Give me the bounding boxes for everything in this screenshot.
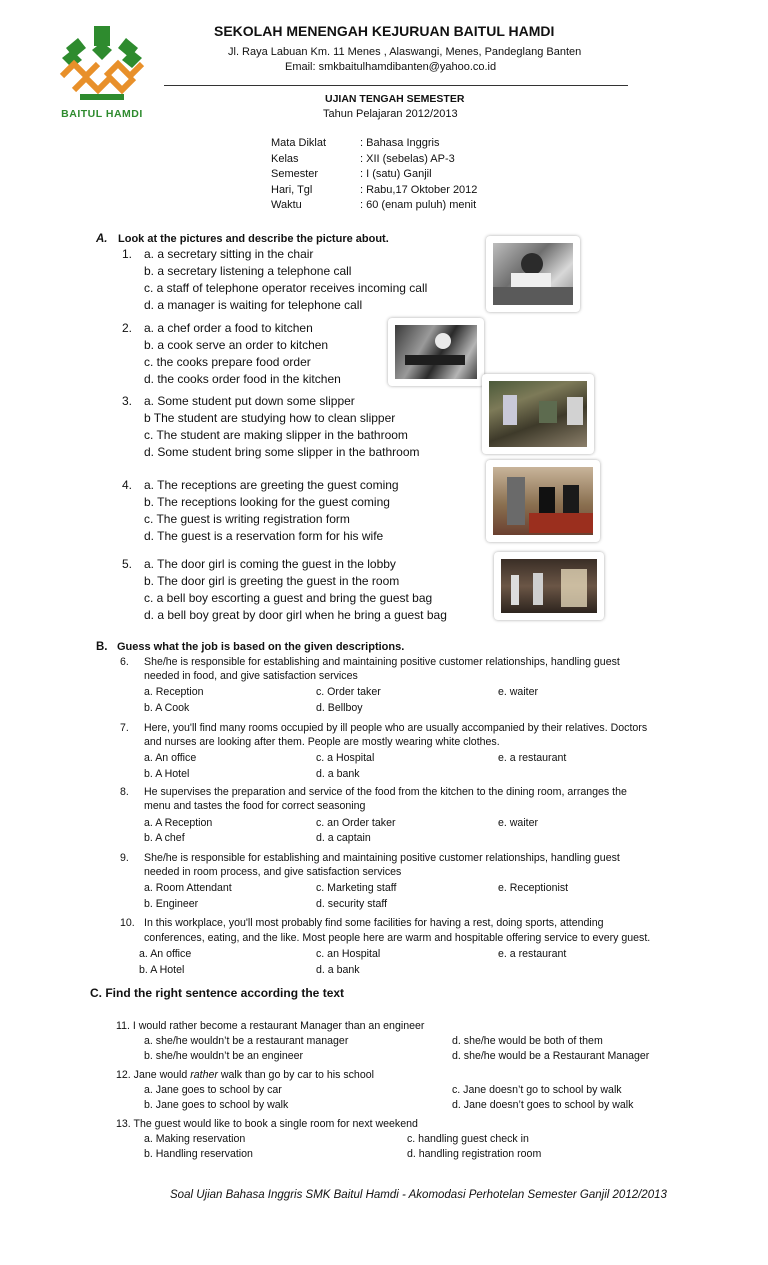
question-text: and nurses are looking after them. People are mostly wearing white clothes. (144, 736, 500, 748)
option: c. The student are making slipper in the bathroom (144, 428, 408, 442)
question-text: menu and tastes the food for correct seasoning (144, 800, 366, 812)
option: d. the cooks order food in the kitchen (144, 372, 341, 386)
section-b-letter: B. (96, 641, 108, 653)
option-a: a. Reception (144, 686, 204, 698)
question-7 (120, 722, 700, 786)
question-text: needed in room process, and give satisfaction services (144, 866, 402, 878)
option: a. a secretary sitting in the chair (144, 247, 314, 261)
option-b: b. A Hotel (144, 768, 190, 780)
section-b-title: Guess what the job is based on the given descriptions. (117, 641, 405, 653)
q11-option-d: d. she/he would be a Restaurant Manager (452, 1050, 650, 1062)
option-d: d. Bellboy (316, 702, 363, 714)
q13-option-d: d. handling registration room (407, 1148, 542, 1160)
option-a: a. Room Attendant (144, 882, 232, 894)
photo-students-slippers (482, 374, 594, 454)
option: c. the cooks prepare food order (144, 355, 311, 369)
option: c. The guest is writing registration form (144, 512, 350, 526)
stem-emphasis: rather (190, 1069, 218, 1081)
info-value: : 60 (enam puluh) menit (360, 199, 477, 211)
stem-part: 12. Jane would (116, 1069, 191, 1081)
section-c-title: C. Find the right sentence according the text (90, 986, 345, 1000)
option: a. Some student put down some slipper (144, 394, 355, 408)
q11-option-a: a. she/he wouldn’t be a restaurant manager (144, 1035, 349, 1047)
question-text: needed in food, and give satisfaction services (144, 670, 358, 682)
question-text: conferences, eating, and the like. Most people here are warm and hospitable offering service to every guest. (144, 932, 651, 944)
option: b. The receptions looking for the guest coming (144, 495, 390, 509)
photo-kitchen (388, 318, 484, 386)
option: d. The guest is a reservation form for his wife (144, 529, 384, 543)
question-text: Here, you'll find many rooms occupied by ill people who are usually accompanied by their relatives. Doctors (144, 722, 648, 734)
question-number: 9. (120, 852, 129, 864)
option-e: e. waiter (498, 817, 539, 829)
question-text: In this workplace, you'll most probably find some facilities for having a rest, doing sports, attending (144, 917, 604, 929)
option: b. The door girl is greeting the guest in the room (144, 574, 400, 588)
option: c. a staff of telephone operator receives incoming call (144, 281, 428, 295)
info-label: Mata Diklat (271, 137, 327, 149)
q12-option-a: a. Jane goes to school by car (144, 1084, 282, 1096)
option: b. a cook serve an order to kitchen (144, 338, 329, 352)
option: c. a bell boy escorting a guest and bring the guest bag (144, 591, 433, 605)
logo-emblem-icon (52, 20, 152, 120)
option: b. a secretary listening a telephone call (144, 264, 352, 278)
info-label: Hari, Tgl (271, 183, 313, 196)
option-a: a. An office (144, 752, 197, 764)
option: b The student are studying how to clean slipper (144, 411, 396, 425)
info-value: : Bahasa Inggris (360, 137, 440, 149)
question-number: 7. (120, 722, 129, 734)
info-value: : XII (sebelas) AP-3 (360, 152, 455, 165)
option: a. a chef order a food to kitchen (144, 321, 313, 335)
option-d: d. a captain (316, 832, 371, 844)
option: a. The door girl is coming the guest in the lobby (144, 557, 396, 571)
photo-reception (486, 460, 600, 542)
question-number: 1. (122, 247, 133, 261)
option-e: e. Receptionist (498, 882, 569, 894)
section-a-title: Look at the pictures and describe the picture about. (118, 233, 389, 245)
q11-option-b: b. she/he wouldn’t be an engineer (144, 1050, 304, 1062)
q11-option-c: d. she/he would be both of them (452, 1035, 603, 1047)
q12-option-b: b. Jane goes to school by walk (144, 1099, 289, 1111)
info-value: : Rabu,17 Oktober 2012 (360, 183, 478, 196)
question-text: He supervises the preparation and service of the food from the kitchen to the dining room, arranges the (144, 786, 627, 798)
option: d. a bell boy great by door girl when he bring a guest bag (144, 608, 447, 622)
question-8 (120, 786, 700, 850)
option-b: b. A Hotel (139, 964, 185, 976)
question-number: 8. (120, 786, 129, 798)
school-address: Jl. Raya Labuan Km. 11 Menes , Alaswangi, Menes, Pandeglang Banten (228, 46, 582, 58)
option-d: d. security staff (316, 898, 388, 910)
question-number: 10. (120, 917, 135, 929)
q13-option-c: c. handling guest check in (407, 1133, 529, 1145)
question-12-stem (116, 1069, 374, 1082)
q13-option-b: b. Handling reservation (144, 1148, 253, 1160)
option-c: c. a Hospital (316, 752, 375, 764)
info-value: : I (satu) Ganjil (360, 168, 432, 180)
option-b: b. A chef (144, 832, 185, 844)
option-a: a. An office (139, 948, 192, 960)
exam-year: Tahun Pelajaran 2012/2013 (323, 108, 458, 120)
option: a. The receptions are greeting the guest coming (144, 478, 399, 492)
school-name: SEKOLAH MENENGAH KEJURUAN BAITUL HAMDI (214, 23, 555, 39)
info-label: Kelas (271, 152, 299, 165)
option-c: c. Marketing staff (316, 882, 397, 894)
option-e: e. waiter (498, 686, 539, 698)
logo-text: BAITUL HAMDI (61, 108, 143, 120)
header-divider (164, 85, 628, 86)
option-d: d. a bank (316, 768, 360, 780)
option-b: b. Engineer (144, 898, 199, 910)
question-number: 5. (122, 557, 133, 571)
school-logo (52, 20, 152, 120)
option-e: e. a restaurant (498, 948, 567, 960)
option-c: c. Order taker (316, 686, 381, 698)
question-number: 3. (122, 394, 133, 408)
exam-info (271, 136, 478, 214)
question-11-stem: 11. I would rather become a restaurant Manager than an engineer (116, 1020, 425, 1032)
section-a-letter: A. (96, 233, 108, 245)
question-6 (120, 656, 700, 720)
option-a: a. A Reception (144, 817, 213, 829)
question-text: She/he is responsible for establishing and maintaining positive customer relationships, handling guest (144, 656, 620, 668)
school-email: Email: smkbaitulhamdibanten@yahoo.co.id (285, 61, 497, 73)
option: d. a manager is waiting for telephone call (144, 298, 363, 312)
option-c: c. an Order taker (316, 817, 396, 829)
q12-option-d: d. Jane doesn’t goes to school by walk (452, 1099, 634, 1111)
q12-option-c: c. Jane doesn’t go to school by walk (452, 1084, 622, 1096)
question-9 (120, 852, 700, 916)
photo-lobby (494, 552, 604, 620)
question-10 (120, 917, 700, 981)
question-number: 4. (122, 478, 133, 492)
question-text: She/he is responsible for establishing and maintaining positive customer relationships, handling guest (144, 852, 620, 864)
option: d. Some student bring some slipper in the bathroom (144, 445, 420, 459)
info-label: Semester (271, 168, 319, 180)
info-label: Waktu (271, 199, 302, 211)
question-13-stem: 13. The guest would like to book a single room for next weekend (116, 1118, 418, 1130)
q13-option-a: a. Making reservation (144, 1133, 246, 1145)
photo-secretary (486, 236, 580, 312)
option-d: d. a bank (316, 964, 360, 976)
option-c: c. an Hospital (316, 948, 381, 960)
exam-title: UJIAN TENGAH SEMESTER (325, 93, 465, 105)
question-number: 6. (120, 656, 129, 668)
stem-part: walk than go by car to his school (217, 1069, 374, 1081)
option-e: e. a restaurant (498, 752, 567, 764)
option-b: b. A Cook (144, 702, 190, 714)
page-footer: Soal Ujian Bahasa Inggris SMK Baitul Hamdi - Akomodasi Perhotelan Semester Ganjil 2012/2013 (170, 1189, 667, 1201)
question-number: 2. (122, 321, 133, 335)
